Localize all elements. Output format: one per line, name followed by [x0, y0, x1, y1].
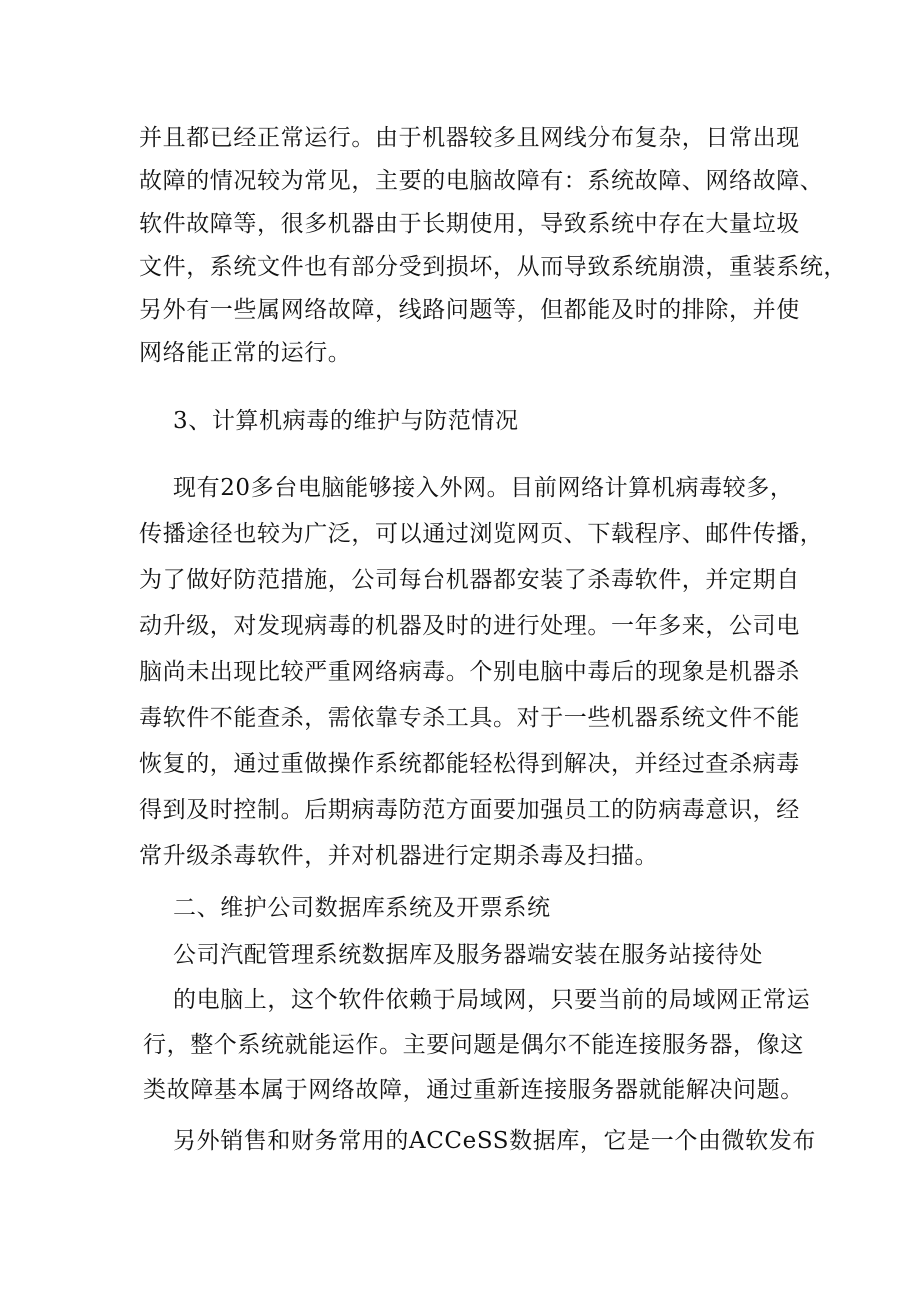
paragraph-line: 常升级杀毒软件，并对机器进行定期杀毒及扫描。 [139, 843, 659, 869]
paragraph-line: 故障的情况较为常见，主要的电脑故障有：系统故障、网络故障、 [139, 168, 824, 194]
paragraph-line: 现有20多台电脑能够接入外网。目前网络计算机病毒较多， [173, 475, 794, 501]
paragraph-line: 网络能正常的运行。 [139, 340, 352, 366]
paragraph-line: 另外有一些属网络故障，线路问题等，但都能及时的排除，并使 [139, 297, 800, 323]
paragraph-line: 并且都已经正常运行。由于机器较多且网线分布复杂，日常出现 [139, 125, 800, 151]
paragraph-line: 传播途径也较为广泛，可以通过浏览网页、下载程序、邮件传播， [139, 521, 824, 547]
paragraph-line: 的电脑上，这个软件依赖于局域网，只要当前的局域网正常运 [173, 987, 811, 1013]
paragraph-line: 脑尚未出现比较严重网络病毒。个别电脑中毒后的现象是机器杀 [139, 659, 800, 685]
paragraph-line: 为了做好防范措施，公司每台机器都安装了杀毒软件，并定期自 [139, 567, 800, 593]
paragraph-line: 动升级，对发现病毒的机器及时的进行处理。一年多来，公司电 [139, 613, 800, 639]
paragraph-line: 文件，系统文件也有部分受到损坏，从而导致系统崩溃，重装系统， [139, 254, 847, 280]
paragraph-line: 公司汽配管理系统数据库及服务器端安装在服务站接待处 [173, 942, 763, 968]
paragraph-line: 得到及时控制。后期病毒防范方面要加强员工的防病毒意识，经 [139, 797, 800, 823]
section-heading: 二、维护公司数据库系统及开票系统 [173, 895, 551, 921]
paragraph-line: 另外销售和财务常用的ACCeSS数据库，它是一个由微软发布 [173, 1128, 816, 1154]
paragraph-line: 毒软件不能查杀，需依靠专杀工具。对于一些机器系统文件不能 [139, 705, 800, 731]
paragraph-line: 恢复的，通过重做操作系统都能轻松得到解决，并经过查杀病毒 [139, 751, 800, 777]
paragraph-line: 软件故障等，很多机器由于长期使用，导致系统中存在大量垃圾 [139, 211, 800, 237]
paragraph-line: 类故障基本属于网络故障，通过重新连接服务器就能解决问题。 [143, 1077, 804, 1103]
section-heading: 3、计算机病毒的维护与防范情况 [173, 408, 519, 434]
paragraph-line: 行，整个系统就能运作。主要问题是偶尔不能连接服务器，像这 [143, 1032, 804, 1058]
